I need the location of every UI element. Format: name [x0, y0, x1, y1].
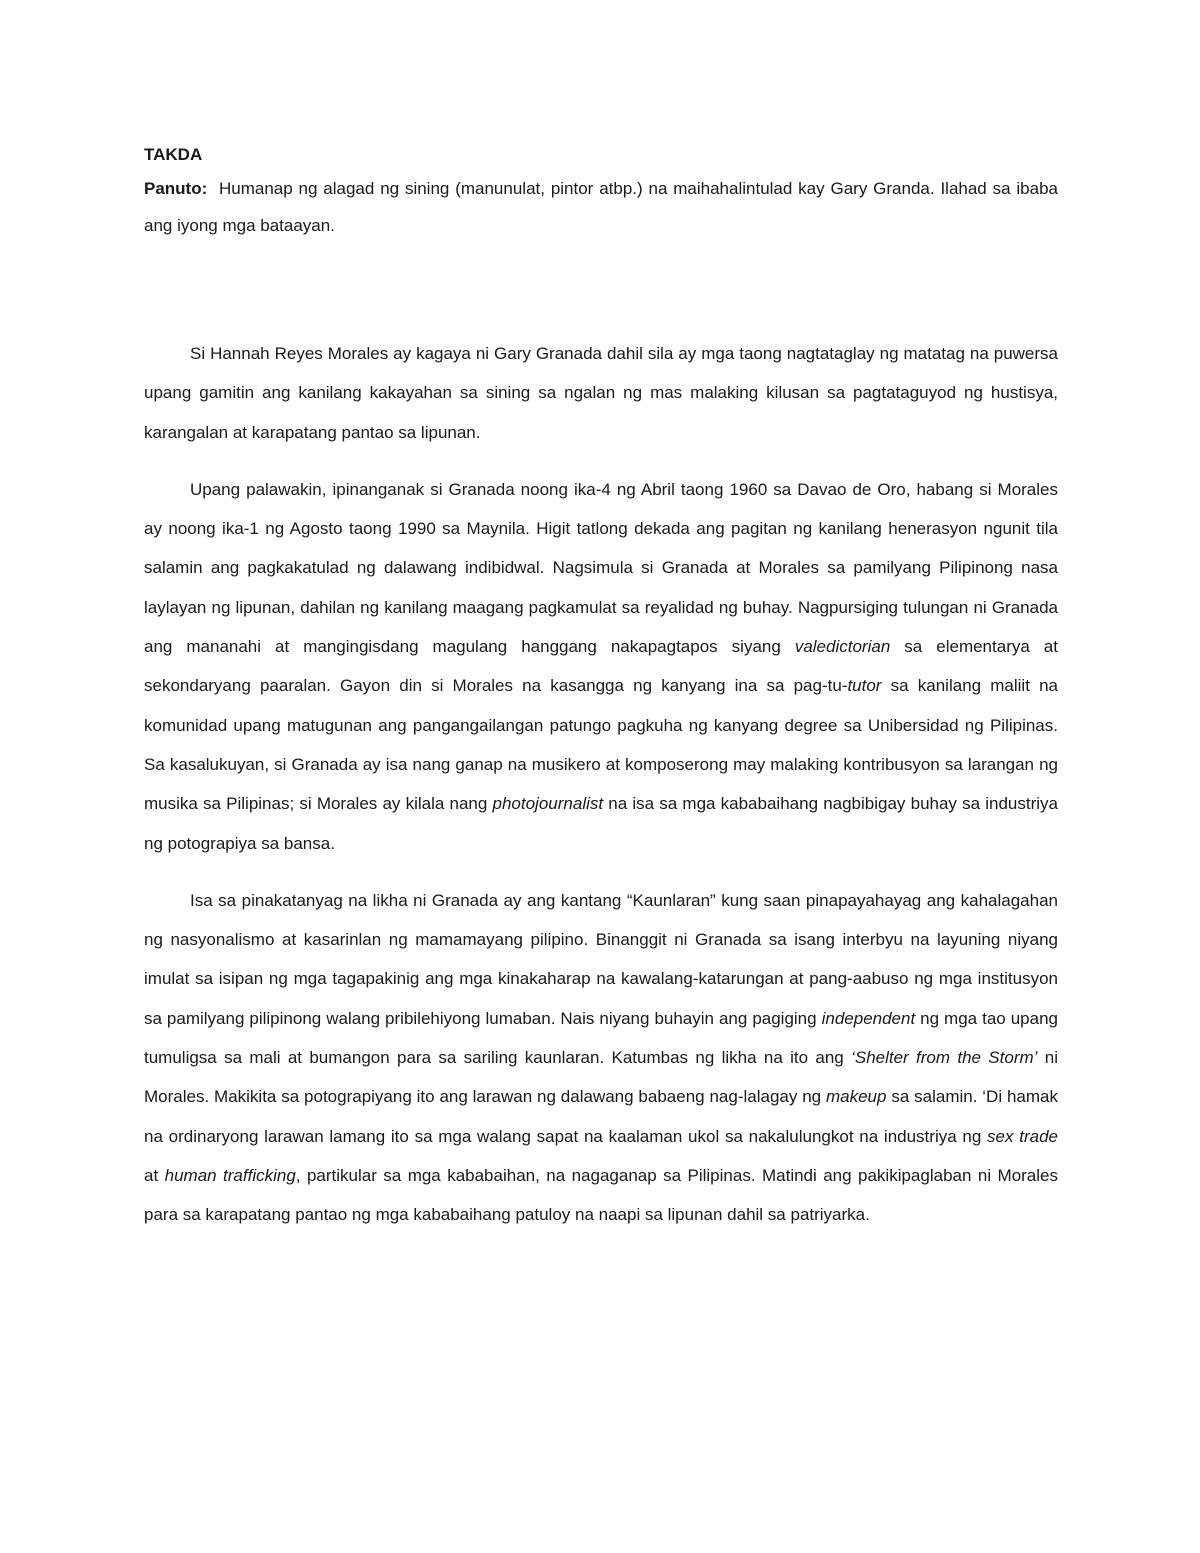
paragraph-text: Upang palawakin, ipinanganak si Granada noong ika-4 ng Abril taong 1960 sa Davao de Oro, habang si Morales ay noong ika-1 ng Agosto taong 1990 sa Maynila. Higit tatlong dekada ang pagitan ng kanilang henerasyon ngunit tila salamin ang pagkakatulad ng dalawang indibidwal. Nagsimula si Granada at Morales sa pamilyang Pilipinong nasa laylayan ng lipunan, dahilan ng kanilang maagang pagkamulat sa reyalidad ng buhay. Nagpursiging tulungan ni Granada ang mananahi at mangingisdang magulang hanggang nakapagtapos siyang: [144, 479, 1058, 657]
paragraph-text: sa elementarya at sekondaryang paaralan. Gayon din si Morales na kasangga ng kanyang ina sa pag-tu-: [144, 637, 1058, 696]
essay-paragraph-1: [144, 334, 1058, 452]
italic-term: photojournalist: [492, 794, 604, 814]
italic-term: ‘Shelter from the Storm’: [851, 1048, 1038, 1068]
italic-term: human trafficking: [164, 1165, 296, 1185]
essay-paragraph-2: [144, 470, 1058, 863]
essay-body: [144, 334, 1058, 1235]
paragraph-text: ng mga tao upang tumuligsa sa mali at bumangon para sa sariling kaunlaran. Katumbas ng likha na ito ang: [144, 1008, 1058, 1068]
italic-term: valedictorian: [794, 637, 891, 657]
paragraph-text: Isa sa pinakatanyag na likha ni Granada ay ang kantang “Kaunlaran” kung saan pinapayahayag ang kahalagahan ng nasyonalismo at kasarinlan ng mamamayang pilipino. Binanggit ni Granada sa isang interbyu na layuning niyang imulat sa isipan ng mga tagapakinig ang mga kinakaharap na kawalang-katarungan at pang-aabuso ng mga institusyon sa pamilyang pilipinong walang pribilehiyong lumaban. Nais niyang buhayin ang pagiging: [144, 890, 1058, 1028]
instruction-text: Humanap ng alagad ng sining (manunulat, pintor atbp.) na maihahalintulad kay Gary Granda. Ilahad sa ibaba ang iyong mga bataayan.: [144, 179, 1058, 235]
paragraph-text: at: [144, 1165, 159, 1185]
italic-term: independent: [821, 1008, 916, 1028]
document-title: TAKDA: [144, 145, 203, 164]
paragraph-text: ni Morales. Makikita sa potograpiyang ito ang larawan ng dalawang babaeng nag-lalagay ng: [144, 1048, 1058, 1107]
paragraph-text: sa salamin. ‘Di hamak na ordinaryong larawan lamang ito sa mga walang sapat na kaalaman ukol sa nakalulungkot na industriya ng: [144, 1087, 1058, 1146]
paragraph-text: Si Hannah Reyes Morales ay kagaya ni Gary Granada dahil sila ay mga taong nagtataglay ng matatag na puwersa upang gamitin ang kanilang kakayahan sa sining sa ngalan ng mas malaking kilusan sa pagtataguyod ng hustisya, karangalan at karapatang pantao sa lipunan.: [144, 344, 1058, 442]
italic-term: sex trade: [987, 1126, 1058, 1146]
essay-paragraph-3: [144, 881, 1058, 1235]
document-page: [144, 140, 1058, 1253]
paragraph-text: , partikular sa mga kababaihan, na nagaganap sa Pilipinas. Matindi ang pakikipaglaban ni Morales para sa karapatang pantao ng mga kababaihang patuloy na naapi sa lipunan dahil sa patriyarka.: [144, 1165, 1058, 1225]
italic-term: tutor: [847, 676, 882, 696]
instruction-label: Panuto:: [144, 179, 208, 198]
italic-term: makeup: [825, 1087, 887, 1107]
paragraph-text: na isa sa mga kababaihang nagbibigay buhay sa industriya ng potograpiya sa bansa.: [144, 794, 1058, 853]
paragraph-text: sa kanilang maliit na komunidad upang matugunan ang pangangailangan patungo pagkuha ng kanyang degree sa Unibersidad ng Pilipinas. Sa kasalukuyan, si Granada ay isa nang ganap na musikero at komposerong may malaking kontribusyon sa larangan ng musika sa Pilipinas; si Morales ay kilala nang: [144, 676, 1058, 814]
instruction: [144, 170, 1058, 244]
